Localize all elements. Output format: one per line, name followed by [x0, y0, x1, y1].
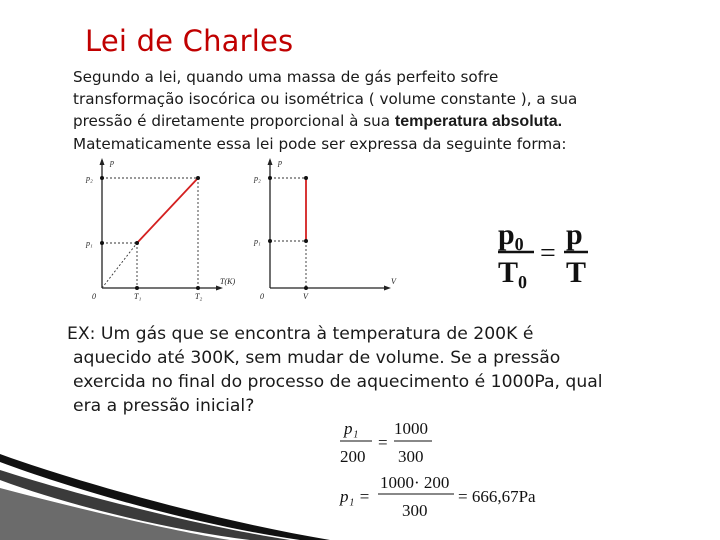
state-point-1	[304, 239, 308, 243]
solution-p1-numerator: p₁	[344, 419, 359, 438]
formula-numerator-left: p₀	[498, 218, 524, 251]
intro-line-4: Matematicamente essa lei pode ser expressa da seguinte forma:	[73, 135, 567, 153]
point-p2-axis	[100, 176, 104, 180]
axis-label-t: T(K)	[220, 277, 236, 286]
tick-label-v: V	[303, 292, 308, 301]
intro-line-3-text: pressão é diretamente proporcional à sua	[73, 112, 395, 130]
graph-pressure-volume	[248, 156, 408, 301]
solution-300-denominator: 300	[398, 447, 424, 466]
point-p2-axis	[268, 176, 272, 180]
point-t1-axis	[135, 286, 139, 290]
point-p1-axis	[268, 239, 272, 243]
example-label: EX:	[67, 324, 96, 344]
origin-label: 0	[92, 292, 96, 301]
formula-equals: =	[540, 238, 556, 269]
isochoric-curve	[137, 178, 198, 243]
formula-denominator-right: T	[566, 256, 587, 289]
axis-label-v: V	[391, 277, 396, 286]
point-v-axis	[304, 286, 308, 290]
tick-label-p1: p₁	[254, 237, 261, 246]
example-line-1-text: Um gás que se encontra à temperatura de 200K é	[95, 324, 534, 344]
state-point-1	[135, 241, 139, 245]
intro-line-3	[73, 110, 673, 133]
tick-label-p2: p₂	[86, 174, 93, 183]
state-point-2	[304, 176, 308, 180]
solution-200-denominator: 200	[340, 447, 366, 466]
charles-law-formula	[496, 212, 596, 292]
state-point-2	[196, 176, 200, 180]
point-t2-axis	[196, 286, 200, 290]
tick-label-t1: T₁	[134, 292, 142, 301]
solution-equals-1: =	[378, 433, 388, 452]
slide-title: Lei de Charles	[85, 24, 294, 58]
axis-label-p: p	[110, 158, 114, 167]
example-line-3: exercida no final do processo de aquecimento é 1000Pa, qual	[73, 372, 603, 392]
solution-product-numerator: 1000· 200	[380, 473, 450, 492]
solution-result: = 666,67Pa	[458, 487, 536, 506]
example-line-2: aquecido até 300K, sem mudar de volume. Se a pressão	[73, 348, 561, 368]
solution-lhs: p₁ =	[340, 487, 371, 506]
example-line-4: era a pressão inicial?	[73, 396, 255, 416]
example-line-1	[67, 322, 697, 346]
formula-numerator-right: p	[566, 218, 583, 251]
intro-paragraph	[73, 66, 673, 155]
graph-pressure-temperature	[80, 156, 240, 301]
axis-label-p: p	[278, 158, 282, 167]
solution-300-denominator-2: 300	[402, 501, 428, 520]
intro-bold-term: temperatura absoluta.	[394, 113, 563, 130]
intro-line-2: transformação isocórica ou isométrica ( volume constante ), a sua	[73, 90, 578, 108]
point-p1-axis	[100, 241, 104, 245]
decorative-swoosh	[0, 448, 400, 540]
solution-1000-numerator: 1000	[394, 419, 428, 438]
tick-label-t2: T₂	[195, 292, 203, 301]
origin-label: 0	[260, 292, 264, 301]
formula-denominator-left: T₀	[498, 256, 528, 289]
tick-label-p1: p₁	[86, 239, 93, 248]
tick-label-p2: p₂	[254, 174, 261, 183]
intro-line-1: Segundo a lei, quando uma massa de gás perfeito sofre	[73, 68, 499, 86]
example-paragraph	[67, 322, 697, 418]
